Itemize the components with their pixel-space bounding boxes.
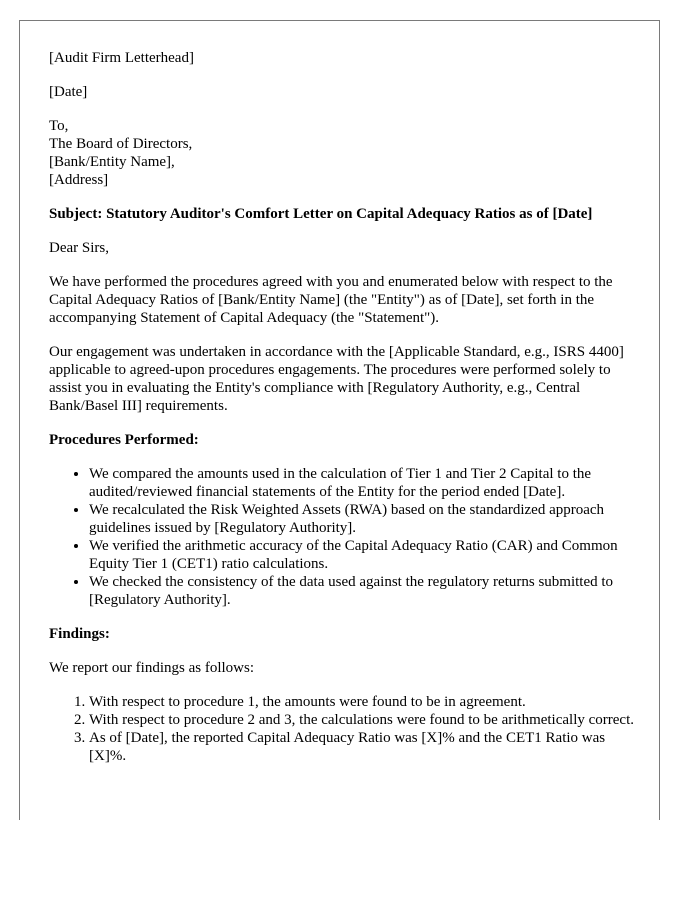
letterhead: [Audit Firm Letterhead]: [49, 50, 194, 66]
list-item: 2. With respect to procedure 2 and 3, the calculations were found to be arithmetically correct.: [89, 711, 639, 729]
list-item: • We checked the consistency of the data used against the regulatory returns submitted to [Regulatory Authority].: [89, 573, 639, 609]
list-item: • We compared the amounts used in the calculation of Tier 1 and Tier 2 Capital to the audited/reviewed financial statements of the Entity for the period ended [Date].: [89, 465, 639, 501]
findings-intro: We report our findings as follows:: [49, 660, 255, 676]
procedures-heading: Procedures Performed:: [49, 432, 199, 448]
letter-date: [Date]: [49, 84, 88, 100]
address-board: The Board of Directors,: [49, 136, 193, 152]
subject-line: Subject: Statutory Auditor's Comfort Letter on Capital Adequacy Ratios as of [Date]: [49, 206, 593, 222]
recipient-address: [49, 117, 639, 189]
list-item: • We recalculated the Risk Weighted Assets (RWA) based on the standardized approach guidelines issued by [Regulatory Authority].: [89, 501, 639, 537]
address-entity: [Bank/Entity Name],: [49, 154, 175, 170]
engagement-paragraph: Our engagement was undertaken in accordance with the [Applicable Standard, e.g., ISRS 4400] applicable to agreed-upon procedures engagements. The procedures were performed solely to assist you in evaluating the Entity's compliance with [Regulatory Authority, e.g., Central Bank/Basel III] requirements.: [49, 344, 624, 414]
letter-content: [49, 49, 639, 781]
findings-heading: Findings:: [49, 626, 110, 642]
procedures-list: [49, 465, 639, 609]
list-item: 3. As of [Date], the reported Capital Adequacy Ratio was [X]% and the CET1 Ratio was [X]%.: [89, 729, 639, 765]
address-street: [Address]: [49, 172, 109, 188]
list-item: • We verified the arithmetic accuracy of the Capital Adequacy Ratio (CAR) and Common Equity Tier 1 (CET1) ratio calculations.: [89, 537, 639, 573]
salutation: Dear Sirs,: [49, 240, 109, 256]
intro-paragraph: We have performed the procedures agreed with you and enumerated below with respect to the Capital Adequacy Ratios of [Bank/Entity Name] (the "Entity") as of [Date], set forth in the accompanying Statement of Capital Adequacy (the "Statement").: [49, 274, 613, 326]
address-to: To,: [49, 118, 69, 134]
findings-list: [49, 693, 639, 765]
letter-page: [19, 20, 660, 820]
list-item: 1. With respect to procedure 1, the amounts were found to be in agreement.: [89, 693, 639, 711]
